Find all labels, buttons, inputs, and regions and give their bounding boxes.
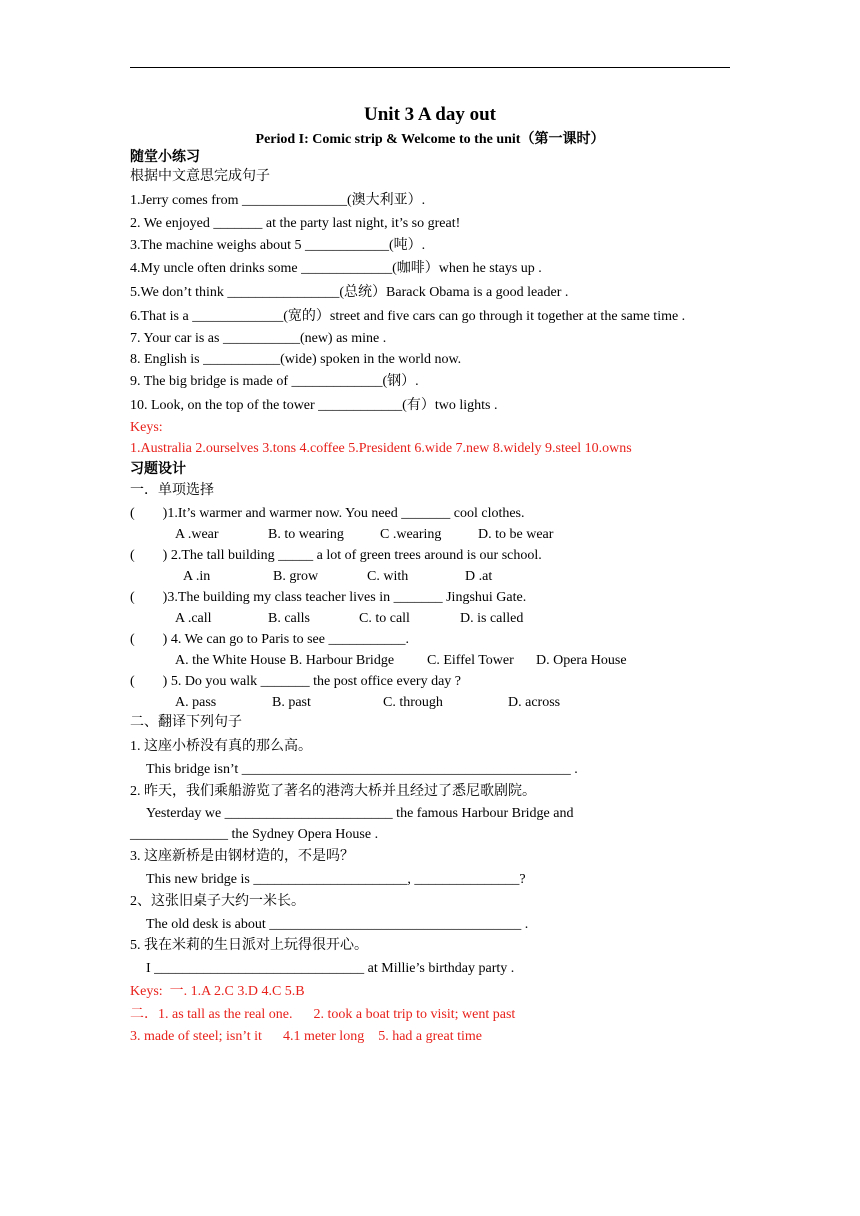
translation-prompt: 5. 我在米莉的生日派对上玩得很开心。 — [130, 938, 368, 953]
translation-line: This new bridge is ______________________, _______________? — [146, 872, 526, 887]
practice-keys: 1.Australia 2.ourselves 3.tons 4.coffee 5.President 6.wide 7.new 8.widely 9.steel 10.owns — [130, 441, 632, 456]
period-subtitle: Period I: Comic strip & Welcome to the unit（第一课时） — [255, 132, 605, 147]
mc-option: B. to wearing — [268, 527, 344, 542]
unit-title: Unit 3 A day out — [364, 104, 496, 125]
translation-prompt: 2、这张旧桌子大约一米长。 — [130, 894, 305, 909]
mc-option: A .in — [183, 569, 211, 584]
practice-item: 7. Your car is as ___________(new) as mine . — [130, 331, 387, 346]
translation-line: I ______________________________ at Millie’s birthday party . — [146, 961, 515, 976]
mc-option: C. with — [367, 569, 409, 584]
mc-option: D. Opera House — [536, 653, 627, 668]
mc-question: ( ) 4. We can go to Paris to see ___________. — [130, 632, 409, 647]
practice-instruction: 根据中文意思完成句子 — [130, 169, 270, 184]
mc-option: C .wearing — [380, 527, 442, 542]
mc-question: ( )3.The building my class teacher lives in _______ Jingshui Gate. — [130, 590, 527, 605]
practice-item: 1.Jerry comes from _______________(澳大利亚）. — [130, 193, 426, 208]
mc-option: B. past — [272, 695, 311, 710]
mc-option: A .call — [175, 611, 212, 626]
section2-title: 二、翻译下列句子 — [130, 715, 242, 730]
mc-option: C. through — [383, 695, 443, 710]
exercises-heading: 习题设计 — [130, 462, 186, 477]
mc-question: ( ) 5. Do you walk _______ the post office every day ? — [130, 674, 461, 689]
mc-option: A .wear — [175, 527, 219, 542]
practice-item: 8. English is ___________(wide) spoken in the world now. — [130, 352, 462, 367]
practice-item: 2. We enjoyed _______ at the party last night, it’s so great! — [130, 216, 461, 231]
section1-title: 一．单项选择 — [130, 483, 214, 498]
mc-option: C. Eiffel Tower — [427, 653, 514, 668]
practice-item: 5.We don’t think ________________(总统）Barack Obama is a good leader . — [130, 285, 569, 300]
translation-prompt: 3. 这座新桥是由钢材造的，不是吗？ — [130, 849, 354, 864]
translation-prompt: 1. 这座小桥没有真的那么高。 — [130, 739, 312, 754]
practice-item: 10. Look, on the top of the tower ____________(有）two lights . — [130, 398, 498, 413]
translation-prompt: 2. 昨天，我们乘船游览了著名的港湾大桥并且经过了悉尼歌剧院。 — [130, 784, 536, 799]
mc-option: B. grow — [273, 569, 319, 584]
answer-key: 二．1. as tall as the real one. 2. took a boat trip to visit; went past — [130, 1007, 516, 1022]
translation-line: ______________ the Sydney Opera House . — [130, 827, 379, 842]
mc-option: A. pass — [175, 695, 217, 710]
mc-option: D. across — [508, 695, 561, 710]
practice-item: 4.My uncle often drinks some _____________(咖啡）when he stays up . — [130, 261, 542, 276]
mc-question: ( ) 2.The tall building _____ a lot of green trees around is our school. — [130, 548, 542, 563]
practice-keys-label: Keys: — [130, 420, 163, 435]
translation-line: Yesterday we ________________________ the famous Harbour Bridge and — [146, 806, 574, 821]
mc-option: A. the White House B. Harbour Bridge — [175, 653, 395, 668]
mc-option: D. is called — [460, 611, 524, 626]
header-rule — [130, 67, 730, 68]
mc-question: ( )1.It’s warmer and warmer now. You need _______ cool clothes. — [130, 506, 525, 521]
mc-option: C. to call — [359, 611, 410, 626]
practice-item: 3.The machine weighs about 5 ____________(吨）. — [130, 238, 426, 253]
practice-item: 6.That is a _____________(宽的）street and five cars can go through it together at the same time . — [130, 309, 686, 324]
mc-option: D .at — [465, 569, 493, 584]
answer-key: Keys: 一. 1.A 2.C 3.D 4.C 5.B — [130, 984, 305, 999]
practice-item: 9. The big bridge is made of _____________(钢）. — [130, 374, 419, 389]
mc-option: B. calls — [268, 611, 310, 626]
mc-option: D. to be wear — [478, 527, 554, 542]
translation-line: This bridge isn’t _______________________________________________ . — [146, 762, 578, 777]
answer-key: 3. made of steel; isn’t it 4.1 meter long 5. had a great time — [130, 1029, 482, 1044]
practice-heading: 随堂小练习 — [130, 150, 200, 165]
translation-line: The old desk is about ____________________________________ . — [146, 917, 529, 932]
